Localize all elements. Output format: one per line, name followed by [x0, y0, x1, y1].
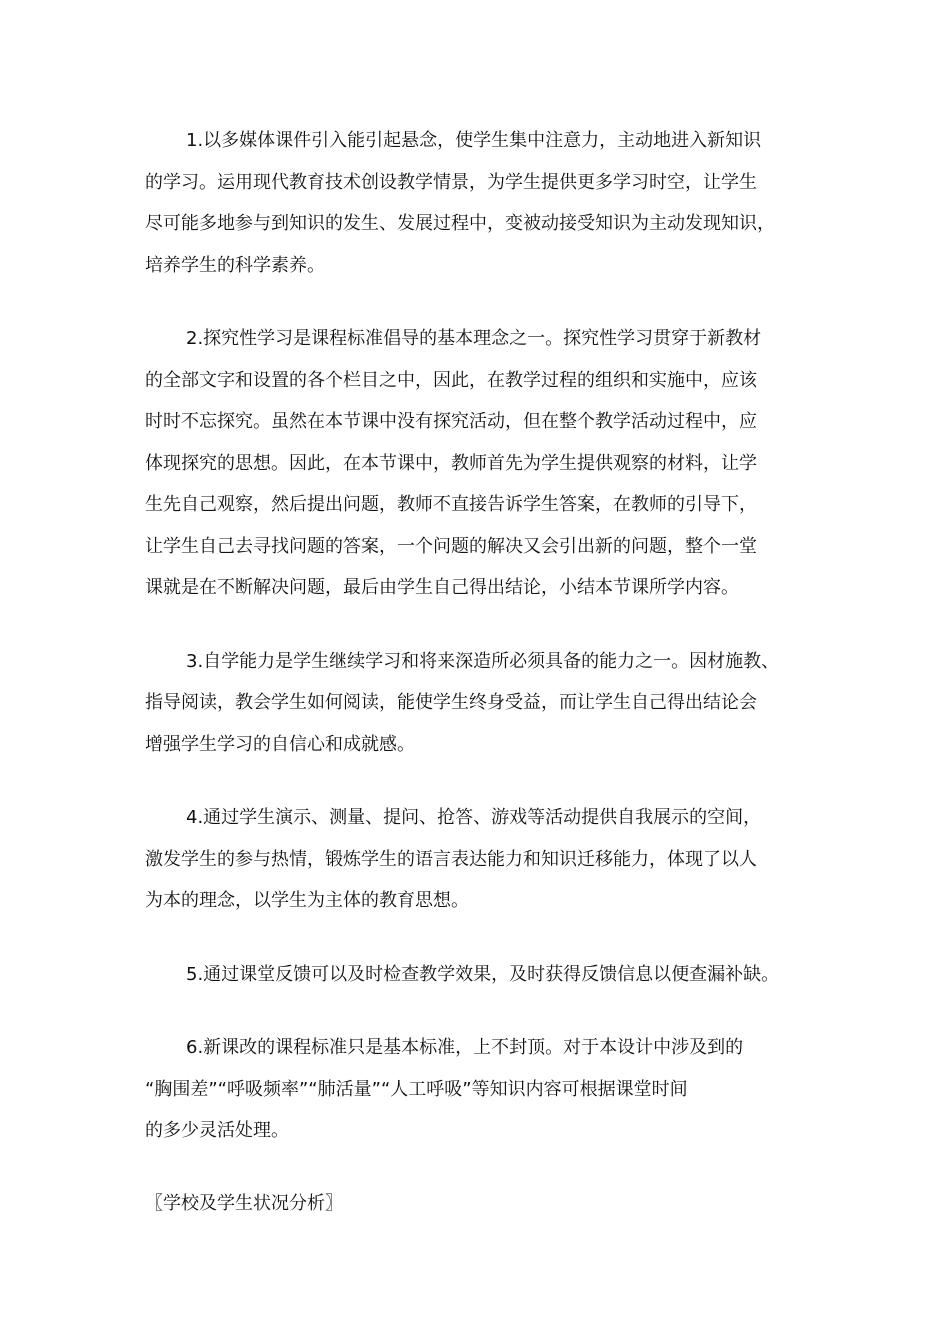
section-heading: 〖学校及学生状况分析〗 [145, 1192, 343, 1214]
paragraph-line: 课就是在不断解决问题，最后由学生自己得出结论，小结本节课所学内容。 [145, 577, 739, 598]
paragraph-3 [145, 641, 810, 766]
paragraph-line: 2.探究性学习是课程标准倡导的基本理念之一。探究性学习贯穿于新教材 [186, 328, 762, 349]
paragraph-1 [145, 120, 810, 286]
paragraph-2 [145, 318, 810, 609]
paragraph-line: 的多少灵活处理。 [145, 1120, 289, 1141]
paragraph-line: 时时不忘探究。虽然在本节课中没有探究活动，但在整个教学活动过程中，应 [145, 411, 757, 432]
paragraph-6 [145, 1027, 810, 1152]
paragraph-line: 激发学生的参与热情，锻炼学生的语言表达能力和知识迁移能力，体现了以人 [145, 848, 757, 870]
paragraph-line: 让学生自己去寻找问题的答案，一个问题的解决又会引出新的问题，整个一堂 [145, 535, 757, 557]
paragraph-line: 3.自学能力是学生继续学习和将来深造所必须具备的能力之一。因材施教、 [186, 650, 780, 672]
paragraph-line: 培养学生的科学素养。 [145, 254, 325, 276]
paragraph-line: 增强学生学习的自信心和成就感。 [145, 733, 415, 755]
paragraph-line: 的学习。运用现代教育技术创设教学情景，为学生提供更多学习时空，让学生 [145, 171, 757, 193]
document-body [145, 120, 810, 1224]
paragraph-line: 的全部文字和设置的各个栏目之中，因此，在教学过程的组织和实施中，应该 [145, 369, 757, 391]
paragraph-line: 1.以多媒体课件引入能引起悬念，使学生集中注意力，主动地进入新知识 [186, 130, 762, 151]
paragraph-line: 尽可能多地参与到知识的发生、发展过程中，变被动接受知识为主动发现知识， [145, 213, 775, 234]
paragraph-line: “胸围差”“呼吸频率”“肺活量”“人工呼吸”等知识内容可根据课堂时间 [145, 1078, 688, 1100]
paragraph-5 [145, 954, 810, 996]
paragraph-line: 4.通过学生演示、测量、提问、抢答、游戏等活动提供自我展示的空间， [186, 807, 762, 828]
paragraph-line: 6.新课改的课程标准只是基本标准，上不封顶。对于本设计中涉及到的 [186, 1037, 744, 1058]
paragraph-line: 5.通过课堂反馈可以及时检查教学效果，及时获得反馈信息以便查漏补缺。 [186, 963, 780, 985]
paragraph-line: 指导阅读，教会学生如何阅读，能使学生终身受益，而让学生自己得出结论会 [145, 692, 757, 713]
paragraph-line: 生先自己观察，然后提出问题，教师不直接告诉学生答案，在教师的引导下， [145, 494, 757, 515]
paragraph-line: 体现探究的思想。因此，在本节课中，教师首先为学生提供观察的材料，让学 [145, 452, 757, 474]
paragraph-4 [145, 797, 810, 922]
paragraph-line: 为本的理念，以学生为主体的教育思想。 [145, 890, 469, 911]
